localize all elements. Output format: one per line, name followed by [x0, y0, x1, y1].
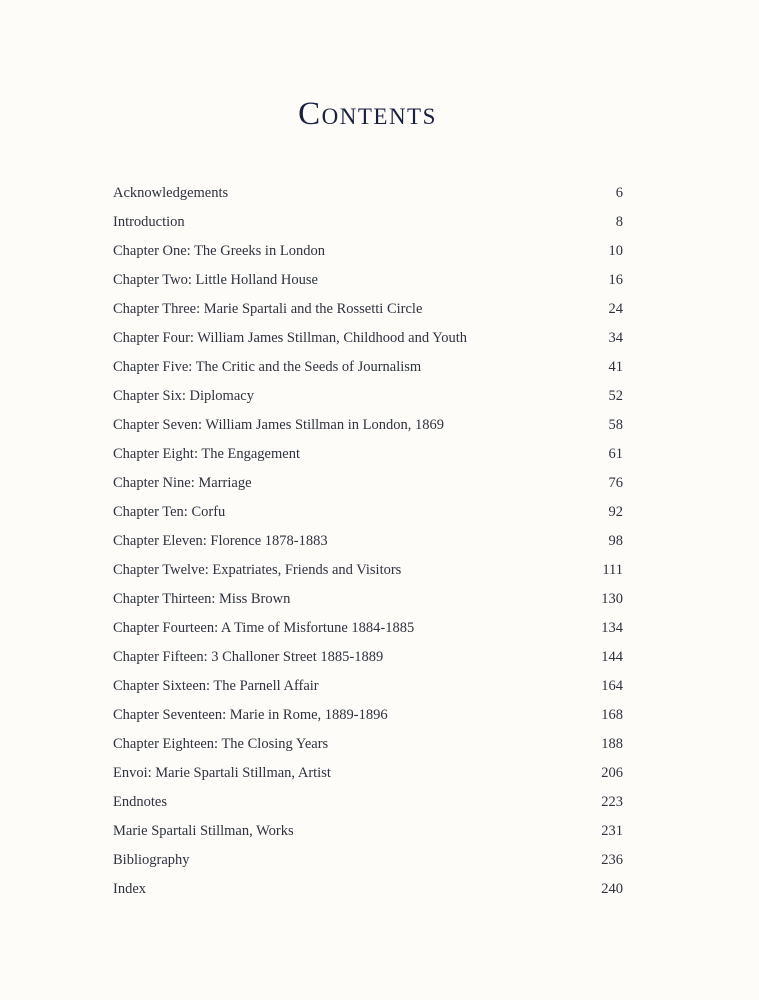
page-title: Contents	[298, 96, 437, 132]
toc-entry-page-number: 16	[608, 272, 623, 288]
toc-entry-chapter-fourteen[interactable]	[113, 614, 623, 643]
toc-entry-bibliography[interactable]	[113, 846, 623, 875]
toc-entry-chapter-seven[interactable]	[113, 411, 623, 440]
toc-entry-label: Chapter Fourteen: A Time of Misfortune 1884-1885	[113, 620, 415, 636]
toc-entry-page-number: 41	[608, 359, 623, 375]
toc-entry-label: Chapter Eleven: Florence 1878-1883	[113, 533, 328, 549]
toc-entry-page-number: 223	[601, 794, 623, 810]
toc-entry-page-number: 130	[601, 591, 623, 607]
toc-entry-label: Chapter Six: Diplomacy	[113, 388, 254, 404]
toc-entry-label: Chapter Ten: Corfu	[113, 504, 226, 520]
toc-entry-label: Chapter Eighteen: The Closing Years	[113, 736, 329, 752]
toc-entry-page-number: 8	[615, 214, 623, 230]
toc-entry-page-number: 164	[601, 678, 623, 694]
toc-entry-label: Endnotes	[113, 794, 167, 810]
toc-entry-page-number: 92	[608, 504, 623, 520]
toc-entry-label: Introduction	[113, 214, 185, 230]
toc-entry-chapter-eighteen[interactable]	[113, 730, 623, 759]
toc-entry-label: Index	[113, 881, 147, 897]
toc-entry-page-number: 24	[608, 301, 623, 317]
toc-entry-label: Chapter Four: William James Stillman, Childhood and Youth	[113, 330, 467, 346]
toc-entry-page-number: 144	[601, 649, 623, 665]
toc-entry-introduction[interactable]	[113, 208, 623, 237]
toc-entry-index[interactable]	[113, 875, 623, 904]
toc-entry-page-number: 34	[608, 330, 623, 346]
toc-entry-label: Marie Spartali Stillman, Works	[113, 823, 294, 839]
toc-entry-page-number: 134	[601, 620, 623, 636]
toc-entry-label: Chapter Seventeen: Marie in Rome, 1889-1896	[113, 707, 388, 723]
toc-entry-chapter-sixteen[interactable]	[113, 672, 623, 701]
toc-entry-page-number: 6	[615, 185, 623, 201]
toc-entry-label: Chapter Fifteen: 3 Challoner Street 1885-1889	[113, 649, 384, 665]
toc-entry-chapter-three[interactable]	[113, 295, 623, 324]
toc-entry-label: Chapter Two: Little Holland House	[113, 272, 318, 288]
toc-entry-chapter-one[interactable]	[113, 237, 623, 266]
toc-entry-page-number: 231	[601, 823, 623, 839]
toc-entry-endnotes[interactable]	[113, 788, 623, 817]
toc-entry-page-number: 236	[601, 852, 623, 868]
toc-entry-page-number: 98	[608, 533, 623, 549]
toc-entry-page-number: 188	[601, 736, 623, 752]
toc-entry-chapter-twelve[interactable]	[113, 556, 623, 585]
toc-entry-chapter-eight[interactable]	[113, 440, 623, 469]
toc-entry-label: Chapter Thirteen: Miss Brown	[113, 591, 291, 607]
toc-entry-page-number: 240	[601, 881, 623, 897]
toc-entry-chapter-fifteen[interactable]	[113, 643, 623, 672]
toc-entry-label: Bibliography	[113, 852, 190, 868]
toc-entry-chapter-eleven[interactable]	[113, 527, 623, 556]
toc-entry-chapter-thirteen[interactable]	[113, 585, 623, 614]
table-of-contents	[113, 179, 623, 904]
toc-entry-page-number: 61	[608, 446, 623, 462]
toc-entry-chapter-two[interactable]	[113, 266, 623, 295]
toc-entry-envoi[interactable]	[113, 759, 623, 788]
toc-entry-page-number: 10	[608, 243, 623, 259]
toc-entry-label: Acknowledgements	[113, 185, 229, 201]
toc-entry-page-number: 206	[601, 765, 623, 781]
toc-entry-page-number: 58	[608, 417, 623, 433]
toc-entry-label: Chapter Twelve: Expatriates, Friends and Visitors	[113, 562, 402, 578]
toc-entry-chapter-five[interactable]	[113, 353, 623, 382]
toc-entry-works[interactable]	[113, 817, 623, 846]
toc-entry-chapter-seventeen[interactable]	[113, 701, 623, 730]
toc-entry-label: Chapter One: The Greeks in London	[113, 243, 325, 259]
toc-entry-label: Chapter Five: The Critic and the Seeds of Journalism	[113, 359, 422, 375]
toc-entry-label: Chapter Nine: Marriage	[113, 475, 252, 491]
toc-entry-acknowledgements[interactable]	[113, 179, 623, 208]
toc-entry-label: Chapter Eight: The Engagement	[113, 446, 300, 462]
toc-entry-label: Chapter Seven: William James Stillman in London, 1869	[113, 417, 445, 433]
toc-entry-chapter-six[interactable]	[113, 382, 623, 411]
toc-entry-chapter-ten[interactable]	[113, 498, 623, 527]
toc-entry-chapter-nine[interactable]	[113, 469, 623, 498]
toc-entry-page-number: 52	[608, 388, 623, 404]
toc-entry-page-number: 111	[602, 562, 623, 578]
toc-entry-label: Chapter Three: Marie Spartali and the Rossetti Circle	[113, 301, 423, 317]
toc-entry-page-number: 168	[601, 707, 623, 723]
toc-entry-label: Envoi: Marie Spartali Stillman, Artist	[113, 765, 331, 781]
toc-entry-label: Chapter Sixteen: The Parnell Affair	[113, 678, 319, 694]
toc-entry-chapter-four[interactable]	[113, 324, 623, 353]
toc-entry-page-number: 76	[608, 475, 623, 491]
